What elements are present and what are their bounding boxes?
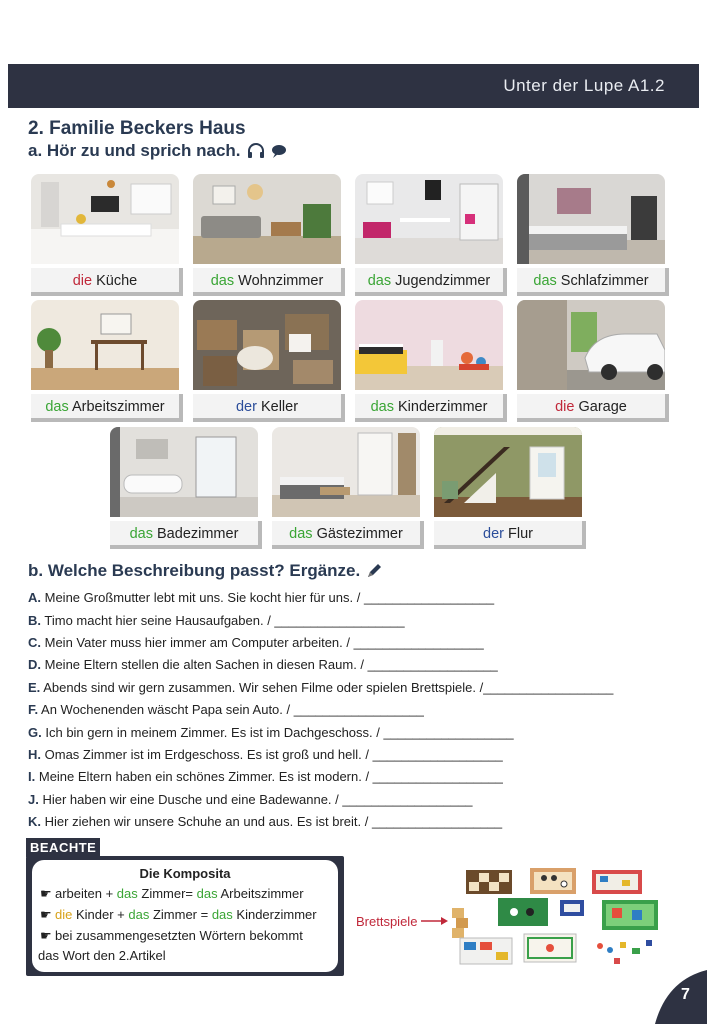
question-a [28,590,494,605]
room-tile-kinderzimmer [355,300,503,424]
question-f [28,702,424,717]
question-k [28,814,502,829]
room-noun: Jugendzimmer [395,273,491,289]
room-tile-arbeitszimmer [31,300,179,424]
room-article: die [72,273,93,289]
question-e [28,680,613,695]
room-tile-badezimmer [110,427,258,551]
room-noun: Kinderzimmer [397,399,488,415]
question-letter: G. [28,725,42,740]
room-noun: Flur [508,526,533,542]
question-b [28,613,405,628]
brettspiele-label: Brettspiele [356,914,418,929]
question-text: Abends sind wir gern zusammen. Wir sehen Filme oder spielen Brettspiele. /__________________ [43,680,614,695]
room-tile-keller [193,300,341,424]
room-label-schlafzimmer [517,268,669,296]
guest-room-image [272,427,420,517]
room-label-keller [193,394,345,422]
kids-room-image [355,300,503,390]
room-article: das [533,273,557,289]
question-letter: I. [28,769,36,784]
question-letter: J. [28,792,39,807]
room-tile-gaestezimmer [272,427,420,551]
room-article: das [129,526,153,542]
room-tile-schlafzimmer [517,174,665,298]
question-text: An Wochenenden wäscht Papa sein Auto. / __________________ [41,702,424,717]
hallway-image [434,427,582,517]
question-letter: C. [28,635,41,650]
subtitle-b [28,561,382,581]
question-i [28,769,503,784]
question-text: Ich bin gern in meinem Zimmer. Es ist im Dachgeschoss. / __________________ [45,725,514,740]
question-letter: B. [28,613,41,628]
room-noun: Schlafzimmer [560,273,649,289]
question-text: Omas Zimmer ist im Erdgeschoss. Es ist groß und hell. / __________________ [44,747,503,762]
room-article: die [555,399,575,415]
room-label-arbeitszimmer [31,394,183,422]
room-article: der [235,399,257,415]
room-label-kinderzimmer [355,394,507,422]
question-text: Meine Eltern haben ein schönes Zimmer. Es ist modern. / __________________ [38,769,503,784]
komposita-line-4: das Wort den 2.Artikel [38,948,166,963]
room-noun: Wohnzimmer [238,273,324,289]
room-article: das [210,273,235,289]
section-title: 2. Familie Beckers Haus [28,118,246,139]
pointing-hand-icon: ☛ [40,928,52,943]
room-tile-jugendzimmer [355,174,503,298]
subtitle-b-text: b. Welche Beschreibung passt? Ergänze. [28,561,361,580]
room-tile-garage [517,300,665,424]
question-d [28,657,498,672]
room-article: das [370,399,394,415]
question-letter: F. [28,702,39,717]
subtitle-a [28,141,287,161]
question-text: Timo macht hier seine Hausaufgaben. / __________________ [44,613,405,628]
living-room-image [193,174,341,264]
question-letter: A. [28,590,41,605]
room-tile-wohnzimmer [193,174,341,298]
basement-image [193,300,341,390]
room-article: das [367,273,392,289]
arrow-right-icon [421,914,449,928]
room-label-jugendzimmer [355,268,507,296]
komposita-title: Die Komposita [139,866,231,881]
speech-bubble-icon [271,144,287,158]
kitchen-image [31,174,179,264]
room-article: der [483,526,504,542]
bedroom-image [517,174,665,264]
bathroom-image [110,427,258,517]
room-article: das [289,526,313,542]
room-noun: Gästezimmer [316,526,403,542]
room-article: das [45,399,69,415]
room-label-garage [517,394,669,422]
question-text: Hier ziehen wir unsere Schuhe an und aus. Es ist breit. / __________________ [44,814,503,829]
garage-image [517,300,665,390]
subtitle-a-text: a. Hör zu und sprich nach. [28,141,241,160]
beachte-inner [32,860,338,972]
beachte-box [26,856,344,976]
header-bar [8,64,699,108]
question-text: Mein Vater muss hier immer am Computer arbeiten. / __________________ [44,635,484,650]
teen-room-image [355,174,503,264]
page-number: 7 [681,986,690,1003]
office-image [31,300,179,390]
pointing-hand-icon: ☛ [40,907,52,922]
question-text: Meine Eltern stellen die alten Sachen in diesen Raum. / __________________ [44,657,498,672]
room-noun: Keller [260,399,299,415]
pencil-icon [366,563,382,579]
komposita-line-2: ☛ die Kinder + das Zimmer = das Kinderzimmer [40,907,317,922]
room-noun: Badezimmer [157,526,239,542]
question-letter: K. [28,814,41,829]
board-games-image [452,860,672,970]
room-label-wohnzimmer [193,268,345,296]
question-text: Hier haben wir eine Dusche und eine Badewanne. / __________________ [42,792,473,807]
room-noun: Küche [96,273,138,289]
room-label-gaestezimmer [272,521,424,549]
beachte-tag: BEACHTE [26,838,100,857]
room-label-flur [434,521,586,549]
room-label-badezimmer [110,521,262,549]
question-g [28,725,514,740]
question-h [28,747,503,762]
komposita-line-3: ☛ bei zusammengesetzten Wörtern bekommt [40,928,303,943]
room-tile-kueche [31,174,179,298]
komposita-line-1: ☛ arbeiten + das Zimmer= das Arbeitszimmer [40,886,304,901]
question-letter: H. [28,747,41,762]
room-tile-flur [434,427,582,551]
question-j [28,792,473,807]
headphones-icon [247,143,265,159]
question-letter: D. [28,657,41,672]
header-title: Unter der Lupe A1.2 [503,76,665,95]
room-noun: Garage [578,399,627,415]
room-noun: Arbeitszimmer [71,399,165,415]
room-label-kueche [31,268,183,296]
question-c [28,635,484,650]
question-text: Meine Großmutter lebt mit uns. Sie kocht hier für uns. / __________________ [44,590,495,605]
question-letter: E. [28,680,41,695]
pointing-hand-icon: ☛ [40,886,52,901]
